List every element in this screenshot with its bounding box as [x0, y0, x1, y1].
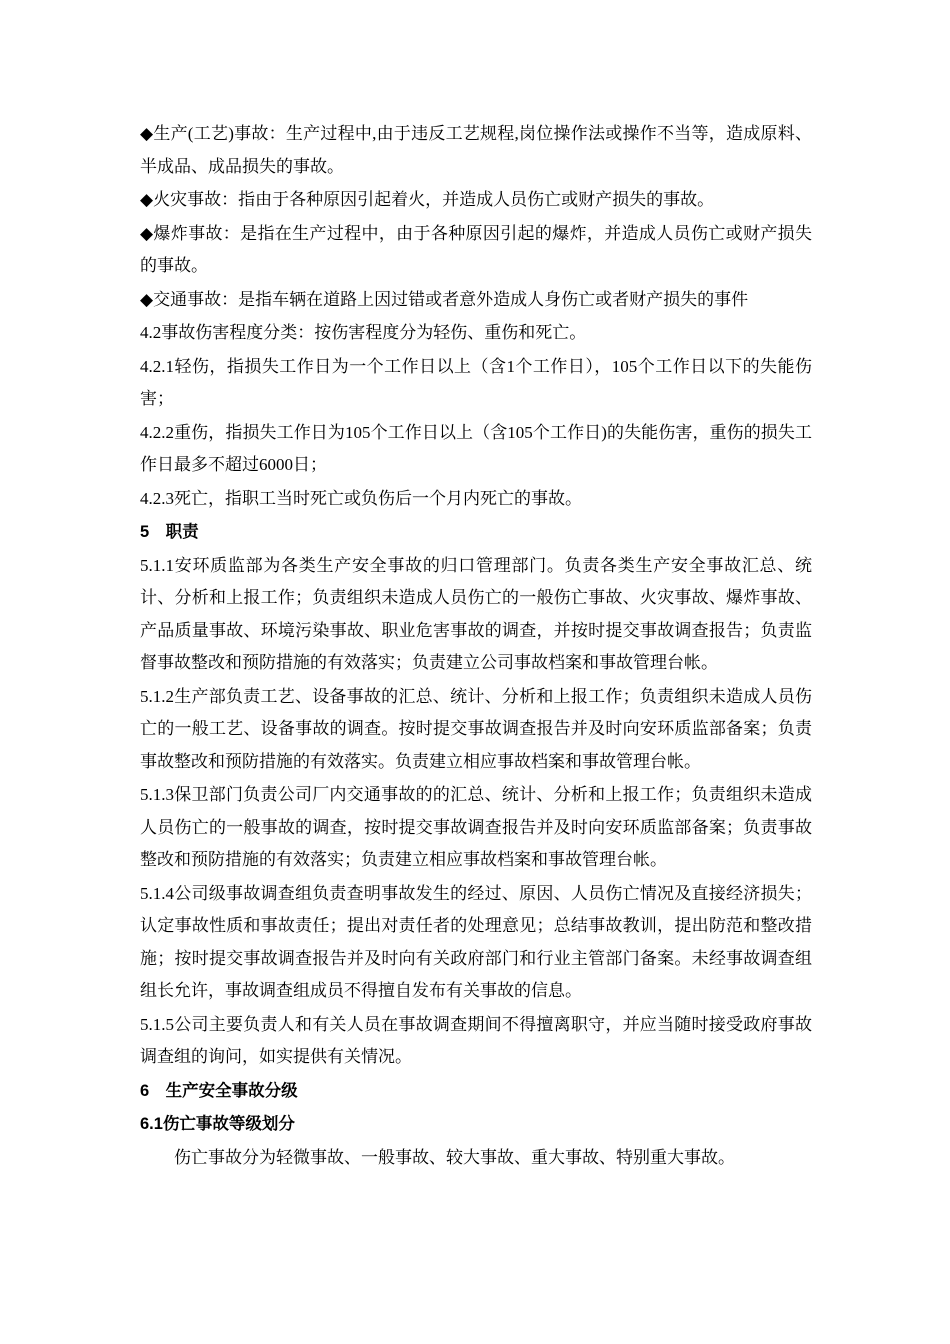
para-5-1-2: 5.1.2生产部负责工艺、设备事故的汇总、统计、分析和上报工作；负责组织未造成人员伤亡的一般工艺、设备事故的调查。按时提交事故调查报告并及时向安环质监部备案；负责事故整改和预防措施的有效落实。负责建立相应事故档案和事故管理台帐。 — [140, 686, 812, 771]
para-injury-classification: 4.2事故伤害程度分类：按伤害程度分为轻伤、重伤和死亡。 — [140, 323, 587, 342]
bullet-explosion-accident: ◆爆炸事故：是指在生产过程中，由于各种原因引起的爆炸，并造成人员伤亡或财产损失的事故。 — [140, 223, 812, 275]
bullet-production-accident: ◆生产(工艺)事故：生产过程中,由于违反工艺规程,岗位操作法或操作不当等，造成原料、半成品、成品损失的事故。 — [140, 124, 812, 176]
para-5-1-5: 5.1.5公司主要负责人和有关人员在事故调查期间不得擅离职守，并应当随时接受政府事故调查组的询问，如实提供有关情况。 — [140, 1014, 812, 1066]
bullet-traffic-accident: ◆交通事故：是指车辆在道路上因过错或者意外造成人身伤亡或者财产损失的事件 — [140, 289, 749, 309]
para-death: 4.2.3死亡，指职工当时死亡或负伤后一个月内死亡的事故。 — [140, 488, 582, 508]
para-serious-injury: 4.2.2重伤，指损失工作日为105个工作日以上（含105个工作日)的失能伤害，重伤的损失工作日最多不超过6000日； — [140, 422, 812, 474]
heading-responsibilities: 5 职责 — [140, 523, 199, 541]
bullet-fire-accident: ◆火灾事故：指由于各种原因引起着火，并造成人员伤亡或财产损失的事故。 — [140, 190, 715, 209]
para-minor-injury: 4.2.1轻伤，指损失工作日为一个工作日以上（含1个工作日），105个工作日以下的失能伤害； — [140, 356, 812, 408]
heading-casualty-levels: 6.1伤亡事故等级划分 — [140, 1115, 295, 1133]
heading-accident-grading: 6 生产安全事故分级 — [140, 1081, 298, 1100]
para-casualty-categories: 伤亡事故分为轻微事故、一般事故、较大事故、重大事故、特别重大事故。 — [174, 1147, 735, 1167]
para-5-1-4: 5.1.4公司级事故调查组负责查明事故发生的经过、原因、人员伤亡情况及直接经济损失；认定事故性质和事故责任；提出对责任者的处理意见；总结事故教训，提出防范和整改措施；按时提交事故调查报告并及时向有关政府部门和行业主管部门备案。未经事故调查组组长允许，事故调查组成员不得擅自发布有关事故的信息。 — [140, 883, 812, 1000]
para-5-1-1: 5.1.1安环质监部为各类生产安全事故的归口管理部门。负责各类生产安全事故汇总、统计、分析和上报工作；负责组织未造成人员伤亡的一般伤亡事故、火灾事故、爆炸事故、产品质量事故、环境污染事故、职业危害事故的调查，并按时提交事故调查报告；负责监督事故整改和预防措施的有效落实；负责建立公司事故档案和事故管理台帐。 — [140, 555, 812, 672]
para-5-1-3: 5.1.3保卫部门负责公司厂内交通事故的的汇总、统计、分析和上报工作；负责组织未造成人员伤亡的一般事故的调查，按时提交事故调查报告并及时向安环质监部备案；负责事故整改和预防措施的有效落实；负责建立相应事故档案和事故管理台帐。 — [140, 785, 812, 869]
